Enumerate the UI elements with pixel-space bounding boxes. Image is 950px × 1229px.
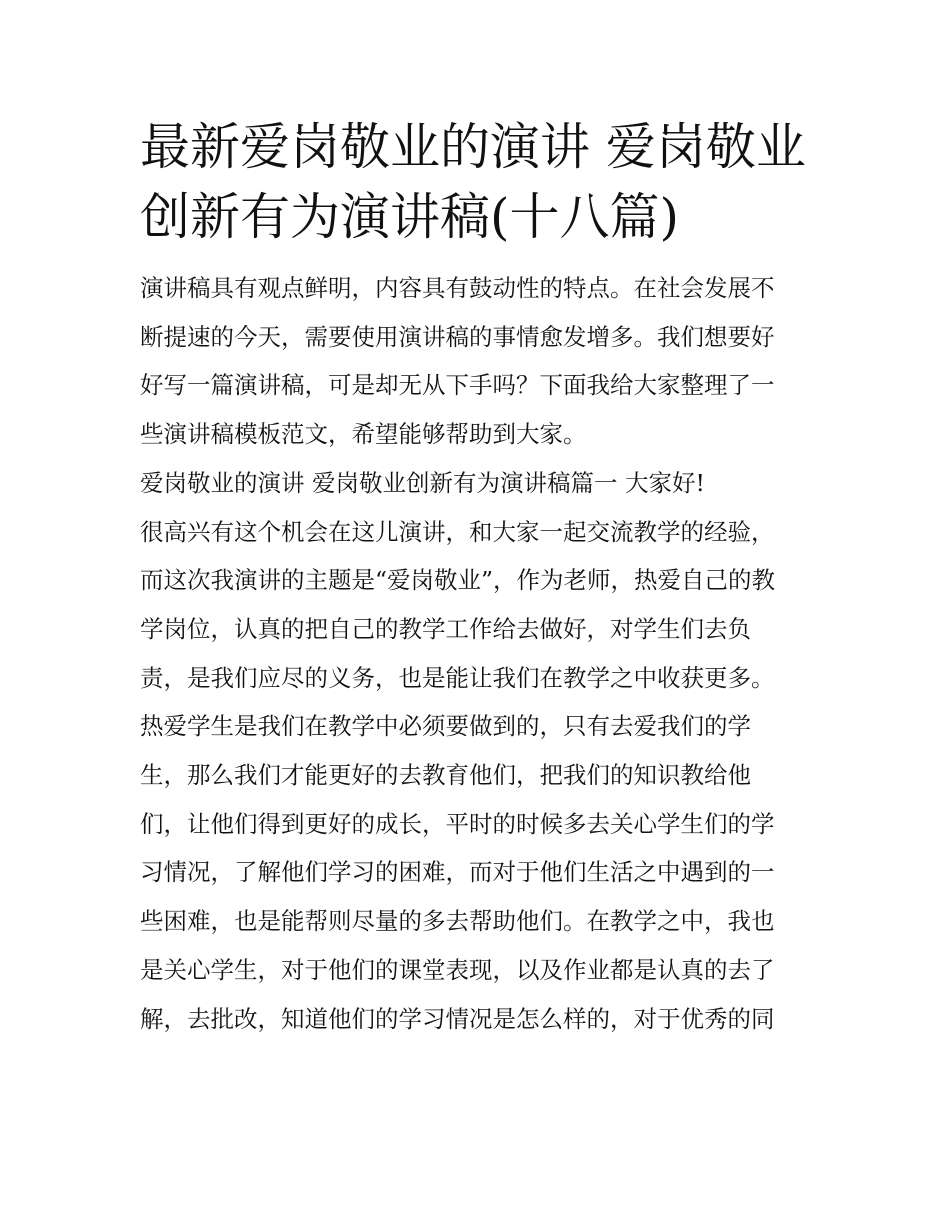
document-body xyxy=(140,264,812,1043)
body-line: 热爱学生是我们在教学中必须要做到的，只有去爱我们的学 xyxy=(140,712,751,741)
body-line: 生，那么我们才能更好的去教育他们，把我们的知识教给他 xyxy=(140,761,751,790)
body-line: 是关心学生，对于他们的课堂表现，以及作业都是认真的去了 xyxy=(140,955,775,984)
document-title xyxy=(140,112,812,252)
body-line: 断提速的今天，需要使用演讲稿的事情愈发增多。我们想要好 xyxy=(140,322,775,351)
body-line: 解，去批改，知道他们的学习情况是怎么样的，对于优秀的同 xyxy=(140,1004,775,1033)
document-content xyxy=(140,112,812,1043)
body-line: 些困难，也是能帮则尽量的多去帮助他们。在教学之中，我也 xyxy=(140,907,775,936)
body-line: 些演讲稿模板范文，希望能够帮助到大家。 xyxy=(140,420,587,449)
body-line: 们，让他们得到更好的成长，平时的时候多去关心学生们的学 xyxy=(140,809,775,838)
body-line: 责，是我们应尽的义务，也是能让我们在教学之中收获更多。 xyxy=(140,663,775,692)
body-line: 很高兴有这个机会在这儿演讲，和大家一起交流教学的经验， xyxy=(140,517,775,546)
title-line-2: 创新有为演讲稿(十八篇) xyxy=(140,188,680,246)
title-line-1: 最新爱岗敬业的演讲 爱岗敬业 xyxy=(140,118,806,176)
body-line: 学岗位，认真的把自己的教学工作给去做好，对学生们去负 xyxy=(140,614,751,643)
body-line: 习情况，了解他们学习的困难，而对于他们生活之中遇到的一 xyxy=(140,858,775,887)
body-line: 好写一篇演讲稿，可是却无从下手吗？下面我给大家整理了一 xyxy=(140,371,775,400)
section-heading-line: 爱岗敬业的演讲 爱岗敬业创新有为演讲稿篇一 大家好! xyxy=(140,468,705,497)
body-line: 而这次我演讲的主题是“爱岗敬业”，作为老师，热爱自己的教 xyxy=(140,566,776,595)
body-line: 演讲稿具有观点鲜明，内容具有鼓动性的特点。在社会发展不 xyxy=(140,274,775,302)
